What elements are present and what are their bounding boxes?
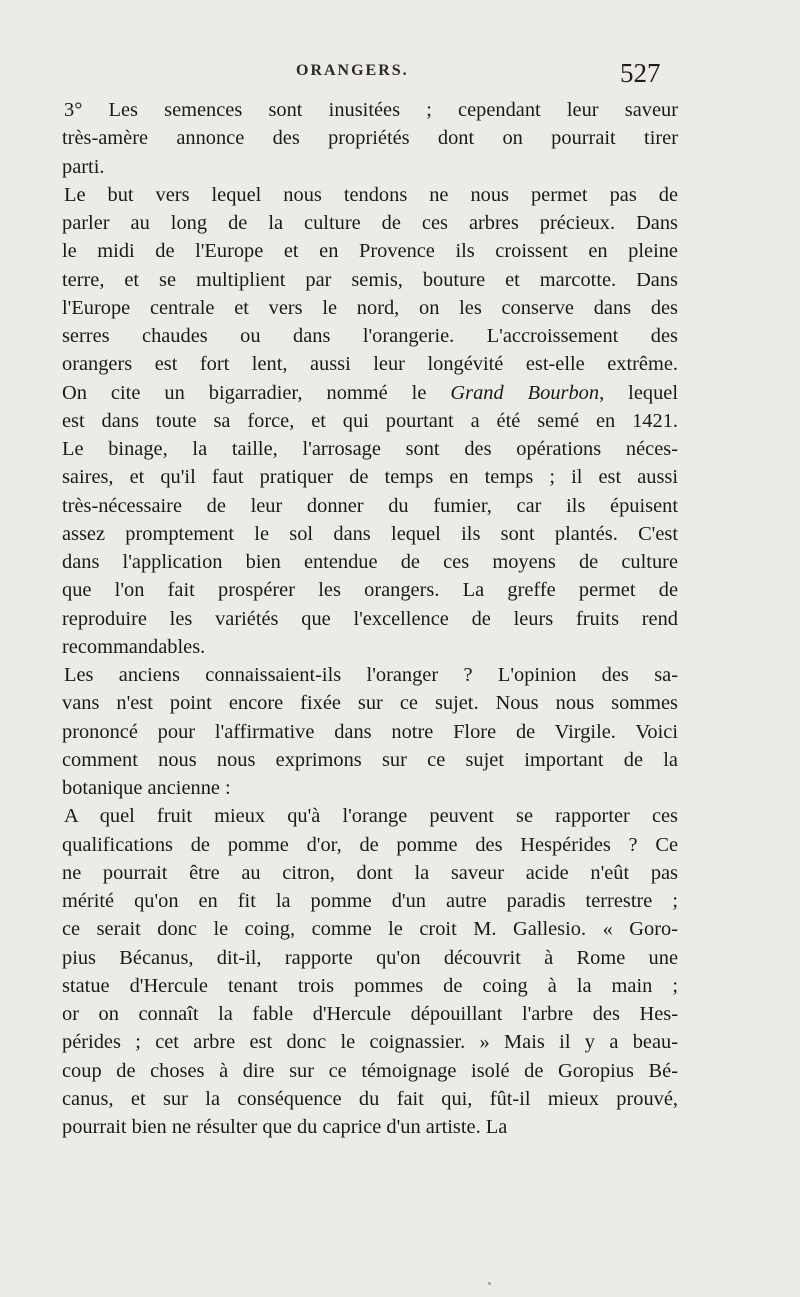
text-line: serres chaudes ou dans l'orangerie. L'accroissement des	[62, 325, 678, 347]
text-line: reproduire les variétés que l'excellence de leurs fruits rend	[62, 607, 678, 630]
text-line: Le binage, la taille, l'arrosage sont des opérations néces-	[62, 438, 678, 460]
text-line-with-italic: On cite un bigarradier, nommé le Grand Bourbon, lequel	[62, 381, 678, 404]
text-line: prononcé pour l'affirmative dans notre Flore de Virgile. Voici	[62, 720, 678, 743]
text-line: recommandables.	[62, 635, 206, 658]
text-line: or on connaît la fable d'Hercule dépouillant l'arbre des Hes-	[62, 1003, 678, 1025]
running-title: ORANGERS.	[296, 62, 409, 79]
text-line: 3° Les semences sont inusitées ; cependant leur saveur	[64, 99, 678, 121]
running-head	[0, 58, 800, 88]
text-line: pius Bécanus, dit-il, rapporte qu'on découvrit à Rome une	[62, 946, 678, 969]
text-line: mérité qu'on en fit la pomme d'un autre paradis terrestre ;	[62, 890, 678, 912]
text-line: orangers est fort lent, aussi leur longévité est-elle extrême.	[62, 353, 678, 376]
italic-title: Grand Bourbon	[450, 381, 600, 404]
text-line: pourrait bien ne résulter que du caprice d'un artiste. La	[62, 1116, 508, 1138]
text-line: très-nécessaire de leur donner du fumier, car ils épuisent	[62, 494, 678, 517]
text-line: terre, et se multiplient par semis, bouture et marcotte. Dans	[62, 268, 678, 291]
text-line: assez promptement le sol dans lequel ils sont plantés. C'est	[62, 522, 678, 545]
page-number: 527	[620, 58, 661, 88]
text-line: est dans toute sa force, et qui pourtant a été semé en 1421.	[62, 409, 678, 432]
text-line: comment nous nous exprimons sur ce sujet important de la	[62, 748, 678, 771]
text-line: canus, et sur la conséquence du fait qui, fût-il mieux prouvé,	[62, 1087, 678, 1110]
text-line: statue d'Hercule tenant trois pommes de coing à la main ;	[62, 974, 678, 997]
text-line: ce serait donc le coing, comme le croit M. Gallesio. « Goro-	[62, 918, 678, 941]
text-line: A quel fruit mieux qu'à l'orange peuvent se rapporter ces	[64, 805, 678, 828]
text-line: pérides ; cet arbre est donc le coignassier. » Mais il y a beau-	[62, 1031, 678, 1054]
text-line: botanique ancienne :	[62, 777, 231, 799]
text-line: ne pourrait être au citron, dont la saveur acide n'eût pas	[62, 861, 678, 884]
text-line: vans n'est point encore fixée sur ce sujet. Nous nous sommes	[62, 692, 678, 715]
text-line: qualifications de pomme d'or, de pomme des Hespérides ? Ce	[62, 833, 678, 856]
body-text	[62, 96, 678, 1141]
text-line: le midi de l'Europe et en Provence ils croissent en pleine	[62, 240, 678, 263]
text-line: l'Europe centrale et vers le nord, on les conserve dans des	[62, 296, 678, 319]
text-line: très-amère annonce des propriétés dont on pourrait tirer	[62, 127, 678, 150]
text-line: coup de choses à dire sur ce témoignage isolé de Goropius Bé-	[62, 1059, 678, 1082]
text-line: dans l'application bien entendue de ces moyens de culture	[62, 551, 678, 573]
text-line: Les anciens connaissaient-ils l'oranger ? L'opinion des sa-	[64, 664, 678, 686]
text-line: que l'on fait prospérer les orangers. La greffe permet de	[62, 579, 678, 602]
text-line: Le but vers lequel nous tendons ne nous permet pas de	[64, 183, 678, 206]
text-line: parti.	[62, 155, 105, 178]
text-line: saires, et qu'il faut pratiquer de temps en temps ; il est aussi	[62, 466, 678, 489]
text-line: parler au long de la culture de ces arbres précieux. Dans	[62, 212, 678, 234]
paper-speck	[488, 1282, 491, 1285]
